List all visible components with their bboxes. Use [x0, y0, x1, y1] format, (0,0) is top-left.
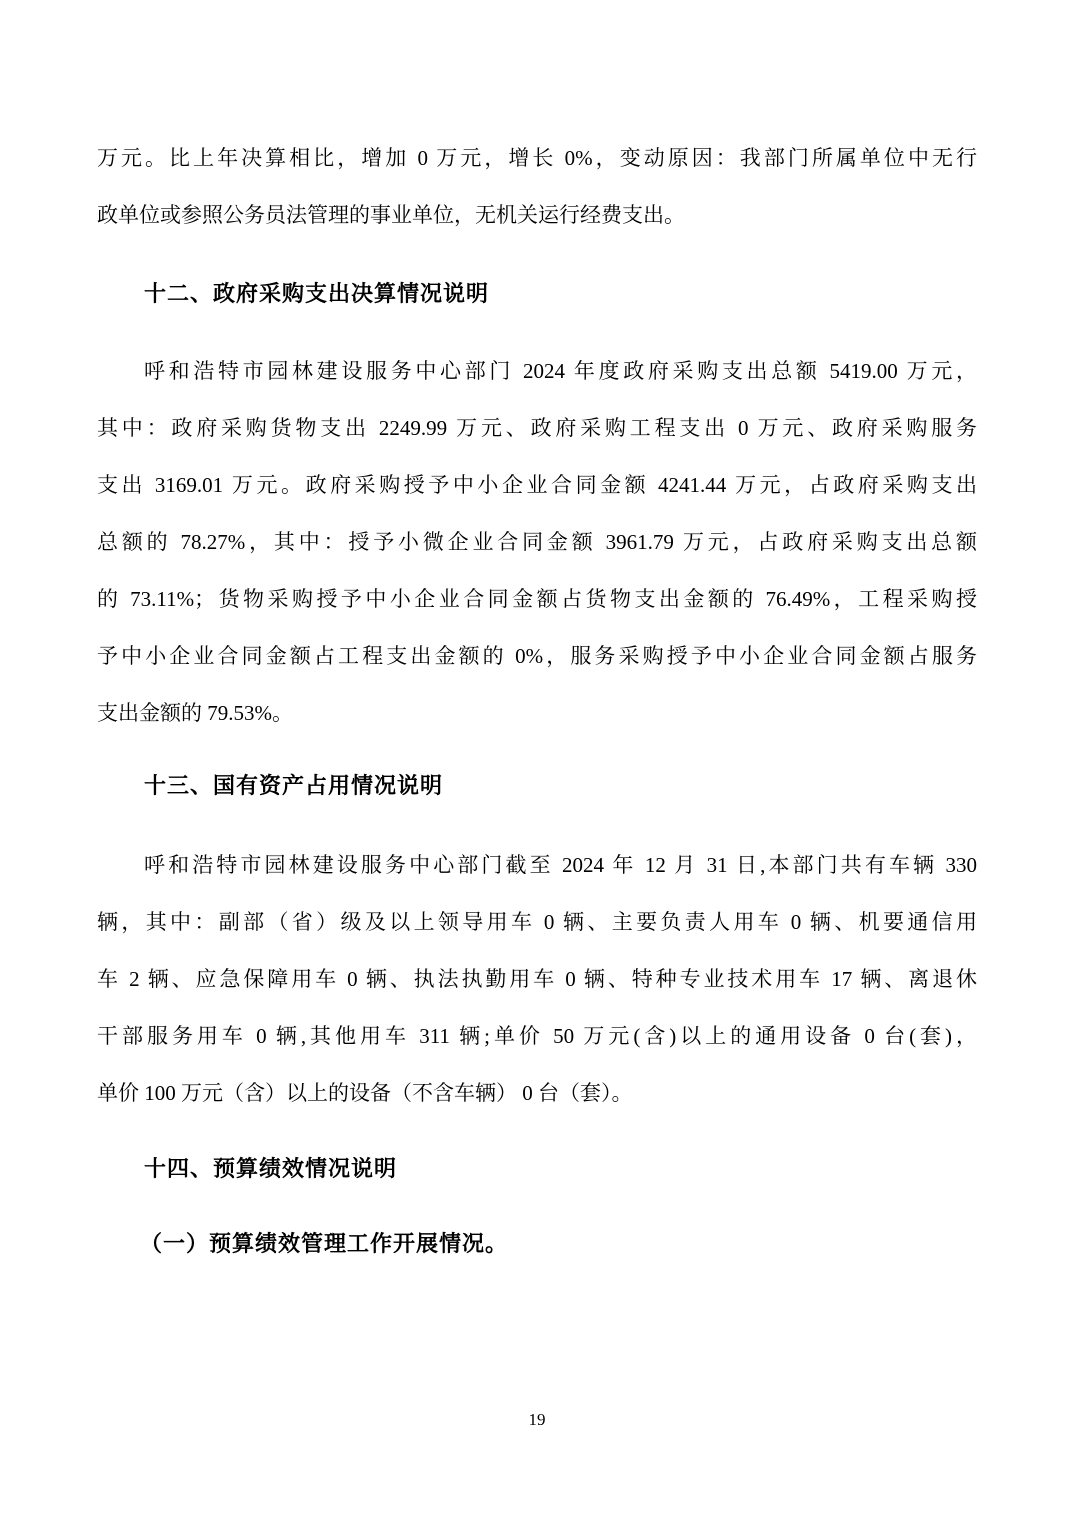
section-14-1-subheading: （一）预算绩效管理工作开展情况。 — [140, 1231, 509, 1256]
text-line: 单价 100 万元（含）以上的设备（不含车辆） 0 台（套）。 — [97, 1081, 633, 1105]
section-13-heading: 十三、国有资产占用情况说明 — [144, 773, 444, 798]
text-line: 其中：政府采购货物支出 2249.99 万元、政府采购工程支出 0 万元、政府采购服务 — [97, 416, 977, 440]
text-line: 政单位或参照公务员法管理的事业单位，无机关运行经费支出。 — [97, 203, 685, 227]
text-line: 辆，其中：副部（省）级及以上领导用车 0 辆、主要负责人用车 0 辆、机要通信用 — [97, 910, 977, 934]
text-line: 支出 3169.01 万元。政府采购授予中小企业合同金额 4241.44 万元，占政府采购支出 — [97, 473, 977, 497]
text-line: 予中小企业合同金额占工程支出金额的 0%，服务采购授予中小企业合同金额占服务 — [97, 644, 977, 668]
page-number: 19 — [528, 1410, 546, 1429]
paragraph-continuation — [97, 130, 977, 244]
paragraph-section-12 — [97, 343, 977, 742]
text-line: 呼和浩特市园林建设服务中心部门截至 2024 年 12 月 31 日,本部门共有车辆 330 — [144, 853, 977, 877]
paragraph-section-13 — [97, 837, 977, 1122]
text-line: 车 2 辆、应急保障用车 0 辆、执法执勤用车 0 辆、特种专业技术用车 17 辆、离退休 — [97, 967, 977, 991]
section-14-heading: 十四、预算绩效情况说明 — [144, 1156, 398, 1181]
text-line: 的 73.11%；货物采购授予中小企业合同金额占货物支出金额的 76.49%，工程采购授 — [97, 587, 977, 611]
text-line: 万元。比上年决算相比，增加 0 万元，增长 0%，变动原因：我部门所属单位中无行 — [97, 146, 977, 170]
text-line: 支出金额的 79.53%。 — [97, 701, 293, 725]
section-12-heading: 十二、政府采购支出决算情况说明 — [144, 281, 490, 306]
text-line: 总额的 78.27%，其中：授予小微企业合同金额 3961.79 万元，占政府采购支出总额 — [97, 530, 977, 554]
text-line: 干部服务用车 0 辆,其他用车 311 辆;单价 50 万元(含)以上的通用设备 0 台(套)， — [97, 1024, 977, 1048]
text-line: 呼和浩特市园林建设服务中心部门 2024 年度政府采购支出总额 5419.00 万元， — [144, 359, 977, 383]
